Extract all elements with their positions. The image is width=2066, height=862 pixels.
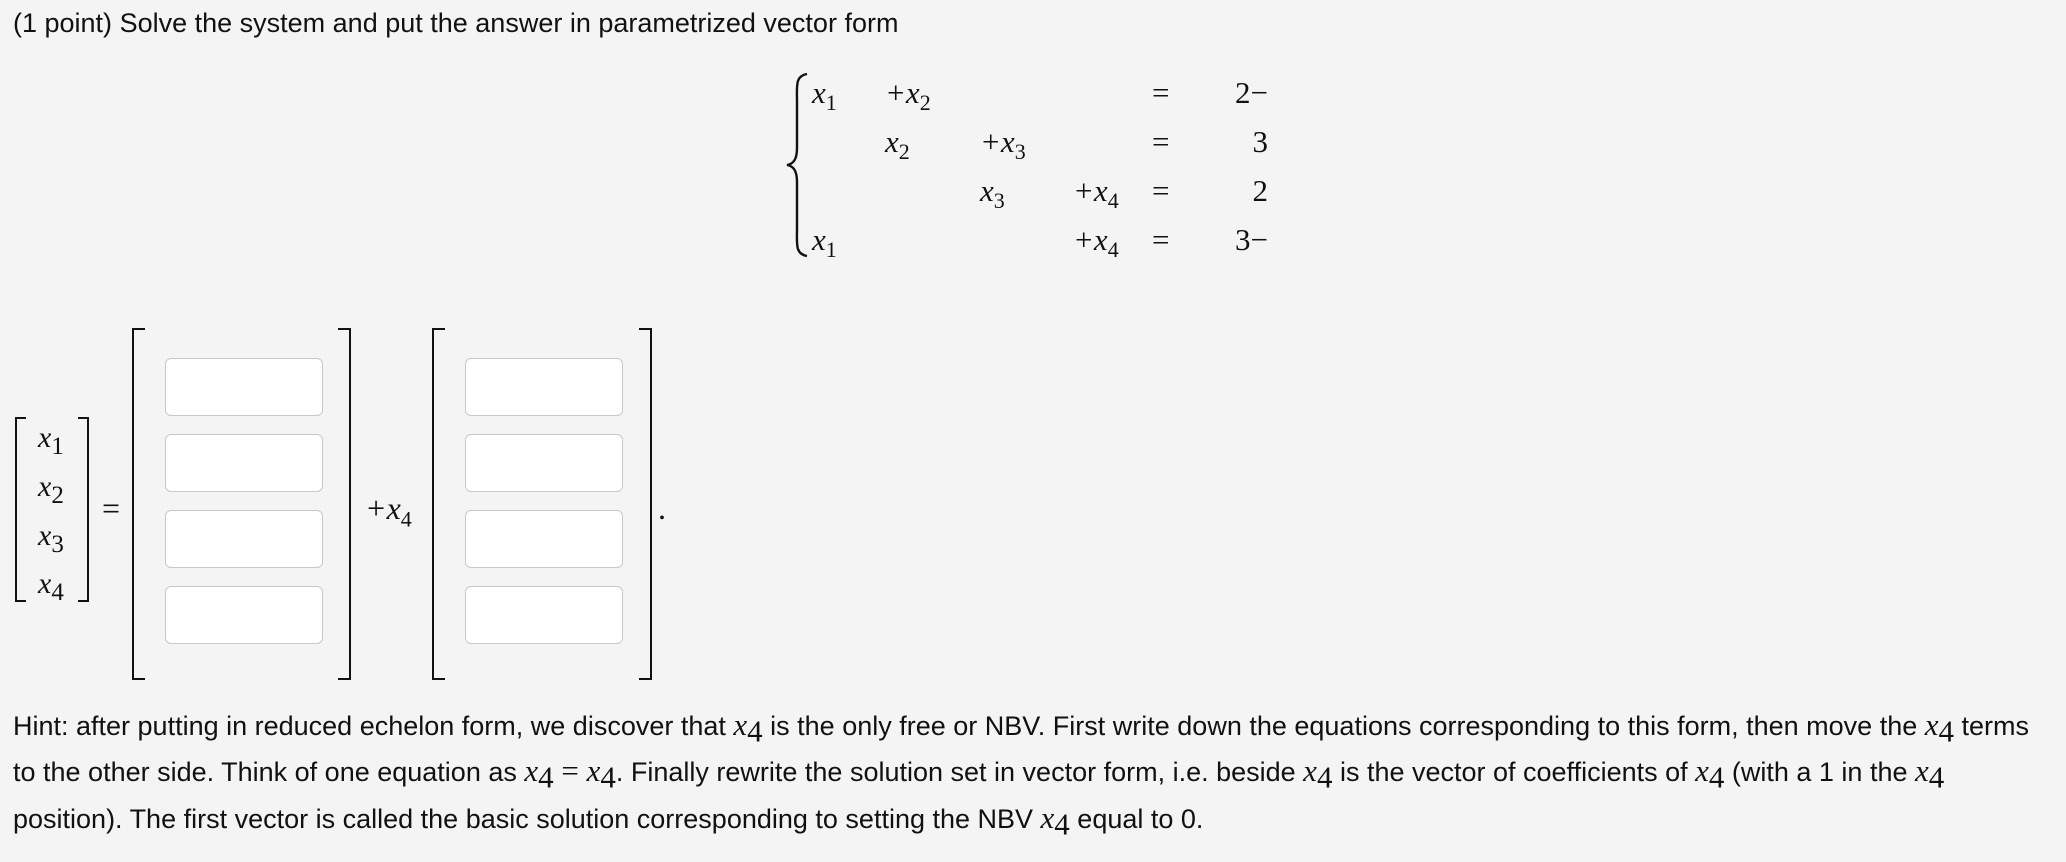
system-term: $x_1$ (812, 75, 837, 116)
basic-input-3[interactable] (165, 510, 323, 568)
system-brace (785, 72, 811, 258)
system-equals: = (1152, 124, 1170, 159)
equals-sign: = (102, 490, 121, 526)
lhs-entry-x1: $x_1$ (38, 421, 64, 460)
direction-input-3[interactable] (465, 510, 623, 568)
direction-right-bracket (637, 328, 653, 680)
lhs-entry-x3: $x_3$ (38, 519, 64, 558)
points-label: (1 point) (13, 8, 113, 38)
system-rhs: 3 (1252, 124, 1268, 159)
direction-input-1[interactable] (465, 358, 623, 416)
system-equals: = (1152, 75, 1170, 110)
system-term: $+x_4$ (1073, 173, 1119, 214)
system-equals: = (1152, 222, 1170, 257)
system-rhs: 2 (1252, 173, 1268, 208)
lhs-entry-x2: $x_2$ (38, 470, 64, 509)
period: . (658, 490, 666, 526)
system-term: $+x_2$ (885, 75, 931, 116)
lhs-left-bracket (14, 417, 28, 602)
problem-text: Solve the system and put the answer in parametrized vector form (119, 8, 899, 38)
system-rhs: −3 (1235, 222, 1268, 257)
system-equals: = (1152, 173, 1170, 208)
direction-input-4[interactable] (465, 586, 623, 644)
basic-right-bracket (336, 328, 352, 680)
system-term: $x_2$ (885, 124, 910, 165)
direction-input-2[interactable] (465, 434, 623, 492)
hint-text: Hint: after putting in reduced echelon form, we discover that $x_4$ is the only free or NBV. First write down the equations corresponding to this form, then move the $x_4$ terms to the other side. Think of one equation as $x_4 = x_4$. Finally rewrite the solution set in vector form, i.e. beside $x_4$ is the vector of coefficients of $x_4$ (with a 1 in the $x_4$ position). The first vector is called the basic solution corresponding to setting the NBV $x_4$ equal to 0. (13, 707, 2030, 842)
basic-input-1[interactable] (165, 358, 323, 416)
plus-x4-label: $+x_4$ (365, 490, 412, 532)
system-term: $+x_3$ (980, 124, 1026, 165)
system-term: $x_3$ (980, 173, 1005, 214)
lhs-right-bracket (76, 417, 90, 602)
problem-prompt (13, 8, 898, 39)
basic-input-4[interactable] (165, 586, 323, 644)
direction-left-bracket (431, 328, 447, 680)
system-term: $+x_4$ (1073, 222, 1119, 263)
system-term: $x_1$ (812, 222, 837, 263)
basic-input-2[interactable] (165, 434, 323, 492)
system-rhs: −2 (1235, 75, 1268, 110)
basic-left-bracket (131, 328, 147, 680)
lhs-entry-x4: $x_4$ (38, 567, 64, 606)
